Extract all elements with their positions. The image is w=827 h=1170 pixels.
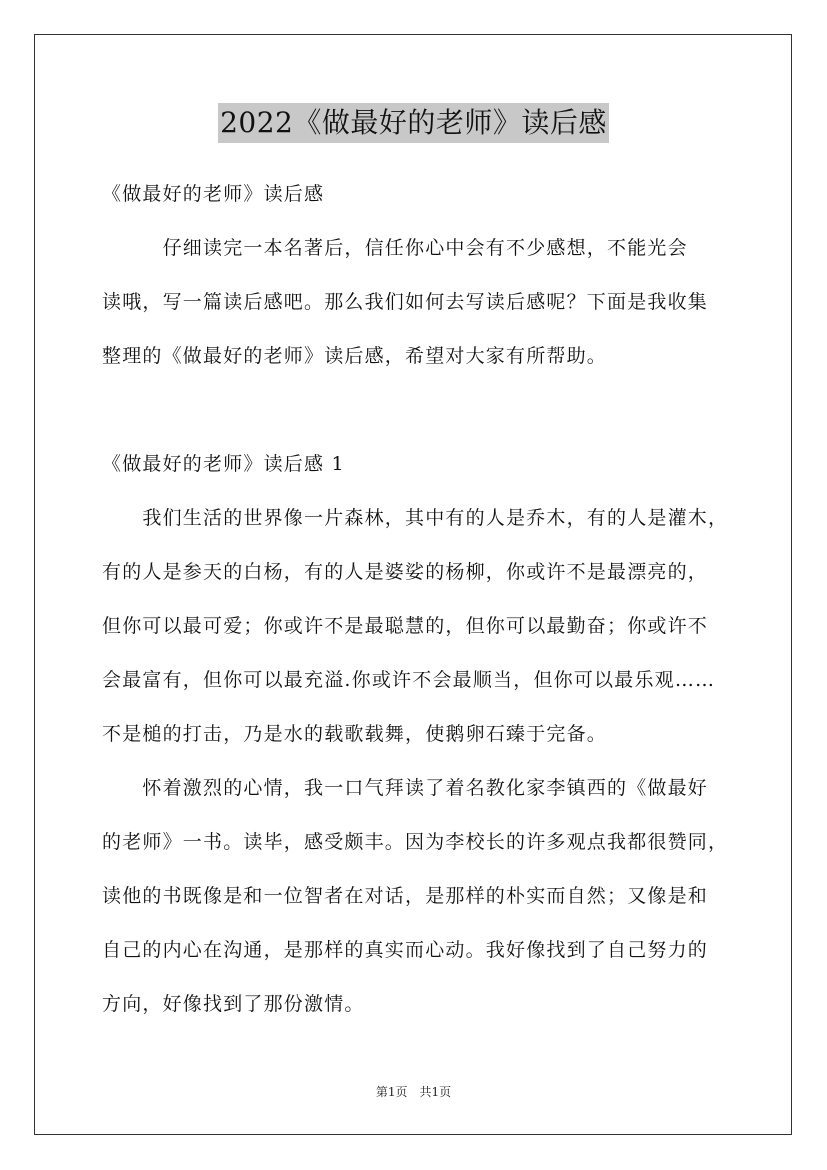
intro-line-3: 整理的《做最好的老师》读后感，希望对大家有所帮助。 <box>102 345 608 367</box>
intro-line-1: 仔细读完一本名著后，信任你心中会有不少感想，不能光会 <box>102 237 688 259</box>
intro-line-2: 读哦，写一篇读后感吧。那么我们如何去写读后感呢？下面是我收集 <box>102 291 709 313</box>
para2-line-1: 怀着激烈的心情，我一口气拜读了着名教化家李镇西的《做最好 <box>102 777 709 799</box>
page-footer: 第1页 共1页 <box>375 1085 452 1099</box>
section-heading: 《做最好的老师》读后感 1 <box>102 453 345 475</box>
para1-line-4: 会最富有，但你可以最充溢.你或许不会最顺当，但你可以最乐观…… <box>102 669 716 691</box>
para2-line-3: 读他的书既像是和一位智者在对话，是那样的朴实而自然；又像是和 <box>102 885 709 907</box>
para1-line-5: 不是槌的打击，乃是水的载歌载舞，使鹅卵石臻于完备。 <box>102 723 608 745</box>
para1-line-3: 但你可以最可爱；你或许不是最聪慧的，但你可以最勤奋；你或许不 <box>102 615 709 637</box>
para2-line-5: 方向，好像找到了那份激情。 <box>102 993 365 1015</box>
para2-line-4: 自己的内心在沟通，是那样的真实而心动。我好像找到了自己努力的 <box>102 939 709 961</box>
title-container <box>0 103 827 143</box>
para1-line-1: 我们生活的世界像一片森林，其中有的人是乔木，有的人是灌木， <box>102 507 729 529</box>
para2-line-2: 的老师》一书。读毕，感受颇丰。因为李校长的许多观点我都很赞同， <box>102 831 729 853</box>
subtitle: 《做最好的老师》读后感 <box>102 183 325 205</box>
para1-line-2: 有的人是参天的白杨，有的人是婆娑的杨柳，你或许不是最漂亮的， <box>102 561 709 583</box>
document-title: 2022《做最好的老师》读后感 <box>218 103 609 143</box>
